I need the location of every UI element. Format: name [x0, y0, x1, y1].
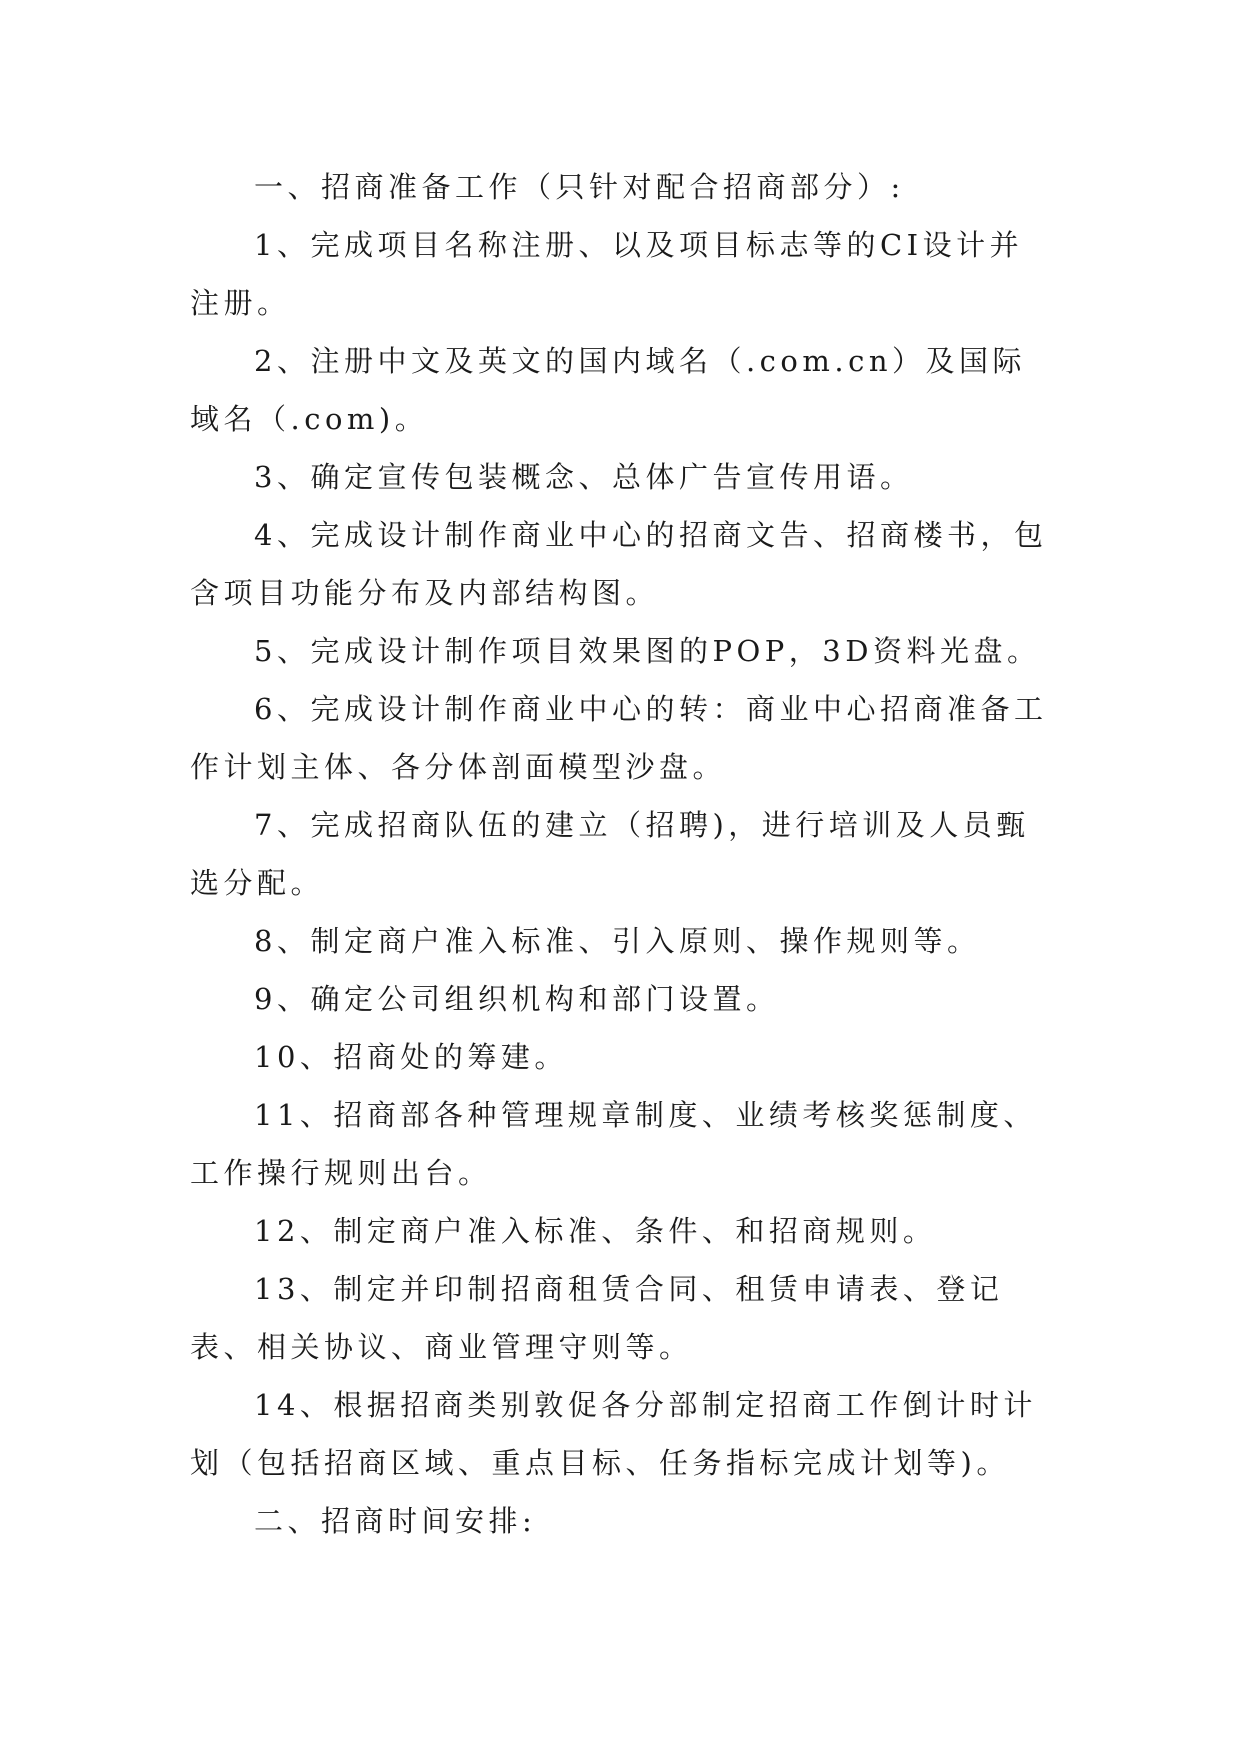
list-item: 6、完成设计制作商业中心的转：商业中心招商准备工作计划主体、各分体剖面模型沙盘。	[190, 692, 1048, 784]
list-item: 2、注册中文及英文的国内域名（.com.cn）及国际域名（.com)。	[190, 344, 1027, 436]
list-item: 4、完成设计制作商业中心的招商文告、招商楼书，包含项目功能分布及内部结构图。	[190, 518, 1048, 610]
list-item: 10、招商处的筹建。	[254, 1040, 568, 1074]
document-body	[190, 158, 1048, 1550]
list-item: 12、制定商户准入标准、条件、和招商规则。	[254, 1214, 937, 1248]
list-item: 1、完成项目名称注册、以及项目标志等的CI设计并注册。	[190, 228, 1024, 320]
list-item: 7、完成招商队伍的建立（招聘)，进行培训及人员甄选分配。	[190, 808, 1030, 900]
section-heading-schedule: 二、招商时间安排:	[254, 1504, 537, 1538]
list-item: 5、完成设计制作项目效果图的POP，3D资料光盘。	[254, 634, 1041, 668]
list-item: 9、确定公司组织机构和部门设置。	[254, 982, 780, 1016]
list-item: 3、确定宣传包装概念、总体广告宣传用语。	[254, 460, 914, 494]
list-item: 11、招商部各种管理规章制度、业绩考核奖惩制度、工作操行规则出台。	[190, 1098, 1037, 1190]
list-item: 14、根据招商类别敦促各分部制定招商工作倒计时计划（包括招商区域、重点目标、任务指标完成计划等)。	[190, 1388, 1037, 1480]
list-item: 8、制定商户准入标准、引入原则、操作规则等。	[254, 924, 981, 958]
list-item: 13、制定并印制招商租赁合同、租赁申请表、登记表、相关协议、商业管理守则等。	[190, 1272, 1004, 1364]
section-heading-preparation: 一、招商准备工作（只针对配合招商部分）:	[254, 170, 905, 204]
